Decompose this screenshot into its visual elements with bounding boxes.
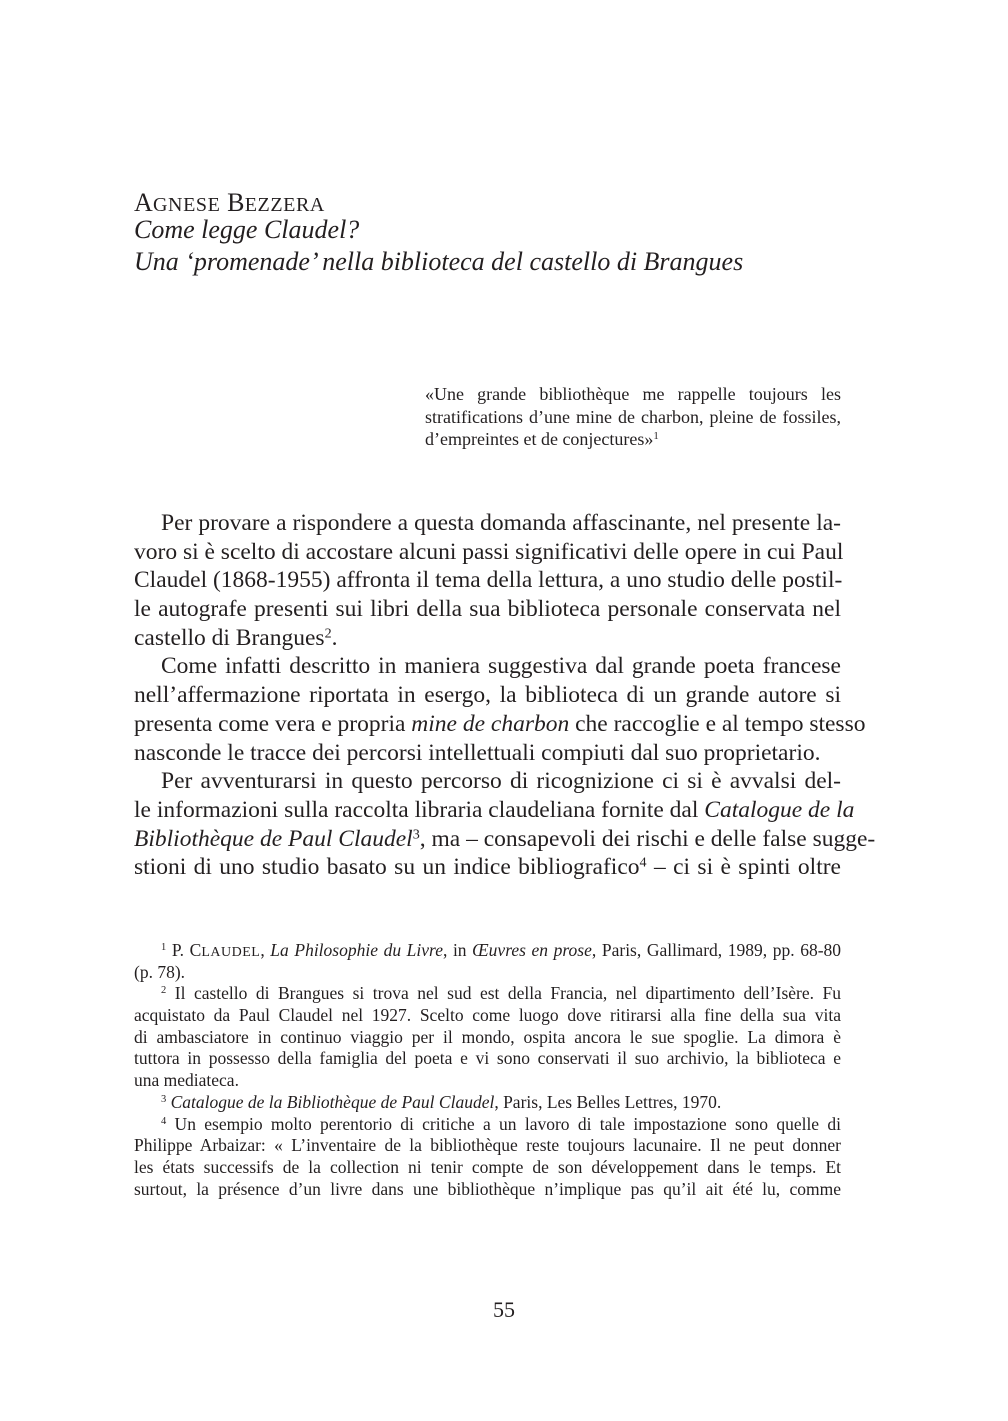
footnote-ref: 1 <box>653 430 659 443</box>
italic-phrase: mine de charbon <box>411 710 570 737</box>
footnote-number: 4 <box>161 1115 167 1127</box>
body-line <box>134 796 855 825</box>
footnote-ref: 3 <box>412 825 420 842</box>
footnote-author-rest: LAUDEL <box>201 945 261 960</box>
body-text-span: presenta come vera e propria <box>134 710 412 737</box>
footnote-line: acquistato da Paul Claudel nel 1927. Scelto come luogo dove ritirarsi alla fine della sua vita <box>134 1005 841 1026</box>
body-line: Claudel (1868-1955) affronta il tema della lettura, a uno studio delle postil- <box>134 567 843 594</box>
footnote-text: Il castello di Brangues si trova nel sud est della Francia, nel dipartimento dell’Isère. Fu <box>166 983 841 1004</box>
footnote-line <box>134 1092 841 1114</box>
body-text-span: le informazioni sulla raccolta libraria claudeliana fornite dal <box>134 796 705 823</box>
footnote-number: 1 <box>161 942 167 954</box>
footnote-line <box>134 940 841 962</box>
article-title-line-1: Come legge Claudel? <box>134 215 360 244</box>
body-text-span: che raccoglie e al tempo stesso <box>569 710 866 737</box>
footnote-text: , in <box>442 940 473 960</box>
body-line <box>134 624 841 653</box>
body-line: nasconde le tracce dei percorsi intellettuali compiuti dal suo proprietario. <box>134 739 821 766</box>
body-line: Per avventurarsi in questo percorso di ricognizione ci si è avvalsi del- <box>161 768 841 795</box>
body-text-span: stioni di uno studio basato su un indice bibliografico <box>134 854 640 881</box>
body-line: voro si è scelto di accostare alcuni passi significativi delle opere in cui Paul <box>134 538 844 565</box>
author-last-rest: EZZERA <box>244 194 325 216</box>
body-line: nell’affermazione riportata in esergo, la biblioteca di un grande autore si <box>134 682 841 709</box>
body-text-span: , ma – consapevoli dei rischi e delle false sugge- <box>419 825 876 852</box>
body-line: le autografe presenti sui libri della sua biblioteca personale conservata nel <box>134 596 841 623</box>
footnote-text: , <box>260 940 271 960</box>
body-text <box>134 509 876 882</box>
body-line <box>134 710 866 739</box>
footnote-text: P. <box>166 940 190 960</box>
body-line: Come infatti descritto in maniera suggestiva dal grande poeta francese <box>161 653 841 680</box>
page-number: 55 <box>493 1297 515 1322</box>
footnote-line <box>134 1114 841 1136</box>
footnote-text: Un esempio molto perentorio di critiche a un lavoro di tale impostazione sono quelle di <box>166 1113 841 1134</box>
footnote-line: les états successifs de la collection ni tenir compte de son développement dans le temps. Et <box>134 1156 841 1177</box>
body-text-span: castello di Brangues <box>134 624 325 651</box>
body-line <box>134 825 876 854</box>
italic-title: Bibliothèque de Paul Claudel <box>134 825 413 852</box>
body-line <box>134 853 841 882</box>
footnote-number: 2 <box>161 985 167 997</box>
footnote-italic: La Philosophie du Livre <box>270 940 443 960</box>
italic-title: Catalogue de la <box>704 796 855 823</box>
footnote-author-initial: C <box>189 940 202 960</box>
footnote-ref: 4 <box>639 854 647 871</box>
footnote-text: , Paris, Les Belles Lettres, 1970. <box>494 1091 722 1112</box>
footnote-line: surtout, la présence d’un livre dans une bibliothèque n’implique pas qu’il ait été lu, comme <box>134 1178 841 1199</box>
body-line: Per provare a rispondere a questa domanda affascinante, nel presente la- <box>161 510 841 536</box>
author-first-initial: A <box>134 188 153 217</box>
footnote-line: tuttora in possesso della famiglia del poeta e vi sono conservati il suo archivio, la biblioteca e <box>134 1048 841 1069</box>
footnote-italic: Œuvres en prose <box>472 940 592 960</box>
footnote-number: 3 <box>161 1094 167 1106</box>
footnote-line: di ambasciatore in continuo viaggio per il mondo, ospita ancora le sue spoglie. La dimora è <box>134 1026 841 1047</box>
epigraph-line: «Une grande bibliothèque me rappelle toujours les <box>425 384 841 404</box>
epigraph <box>425 383 841 451</box>
article-title-line-2: Una ‘promenade’ nella biblioteca del castello di Brangues <box>134 247 744 276</box>
epigraph-text: d’empreintes et de conjectures» <box>425 429 654 449</box>
footnote-line: una mediateca. <box>134 1070 239 1091</box>
footnote-ref: 2 <box>324 625 332 641</box>
footnote-line: Philippe Arbaizar: « L’inventaire de la bibliothèque reste toujours lacunaire. Il ne peut donner <box>134 1135 841 1156</box>
epigraph-line: stratifications d’une mine de charbon, pleine de fossiles, <box>425 406 841 427</box>
footnote-italic: Catalogue de la Bibliothèque de Paul Claudel <box>170 1091 495 1112</box>
epigraph-line <box>425 428 841 451</box>
footnotes <box>134 940 841 1200</box>
author-last-initial: B <box>227 188 245 217</box>
footnote-line <box>134 983 841 1005</box>
footnote-text: , Paris, Gallimard, 1989, pp. 68-80 <box>591 940 842 960</box>
body-text-span: – ci si è spinti oltre <box>646 854 841 881</box>
body-text-span: . <box>331 624 338 651</box>
footnote-line: (p. 78). <box>134 961 186 982</box>
author-first-rest: GNESE <box>152 194 221 216</box>
